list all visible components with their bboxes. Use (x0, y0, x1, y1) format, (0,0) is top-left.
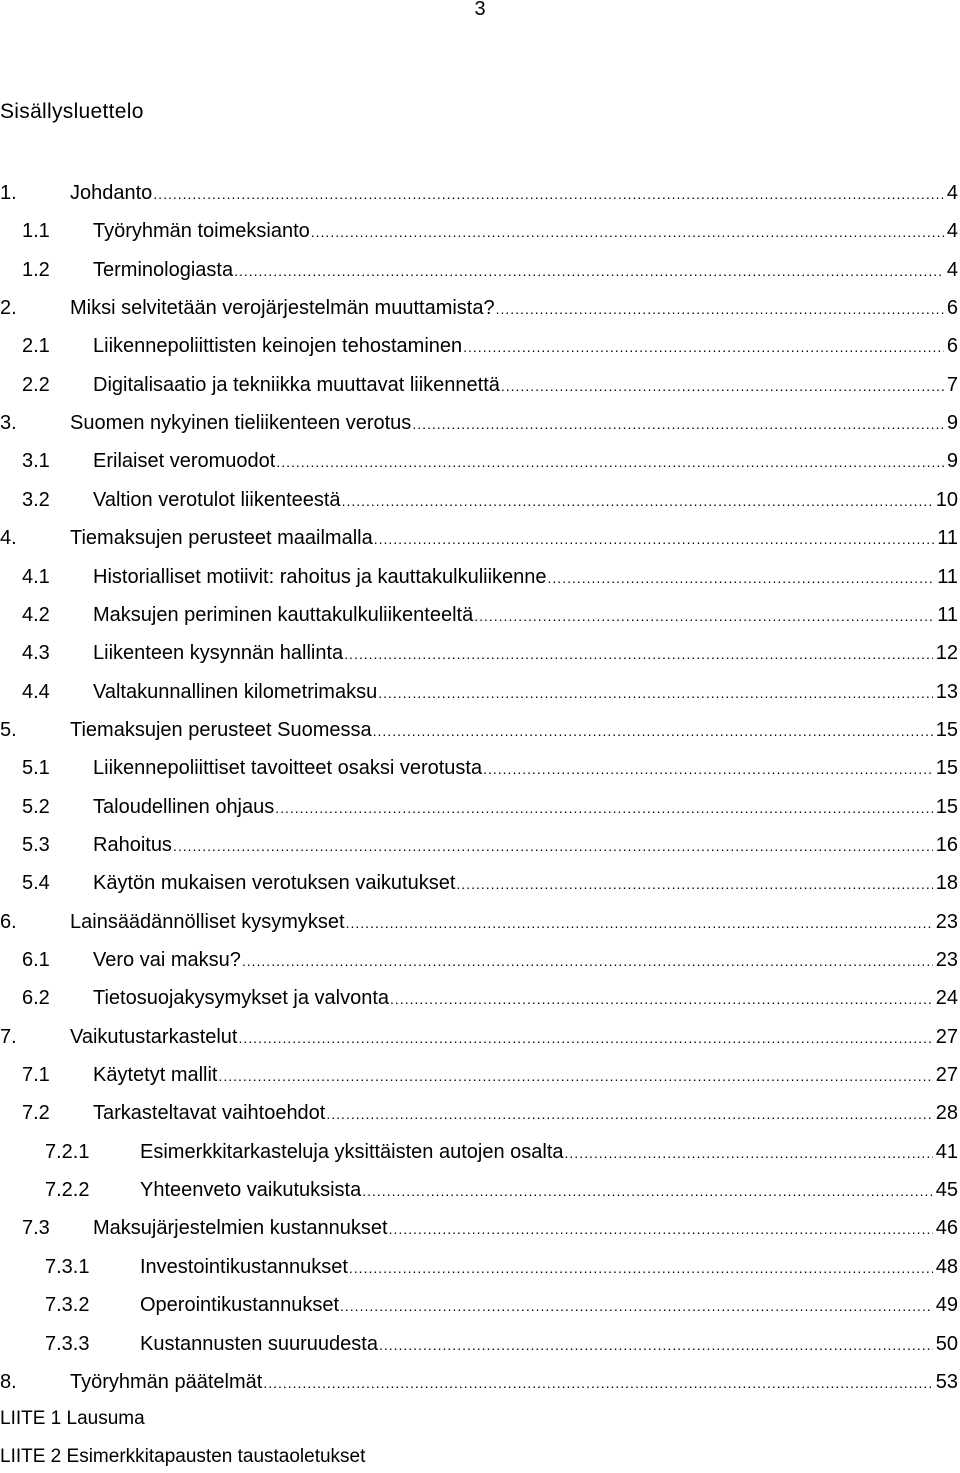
toc-entry[interactable] (0, 295, 960, 321)
toc-entry-number: 3. (0, 412, 17, 434)
toc-entry-number: 4. (0, 527, 17, 549)
toc-entry[interactable] (0, 257, 960, 283)
toc-entry-title: Miksi selvitetään verojärjestelmän muuttamista? (70, 297, 495, 319)
dot-leader (173, 833, 933, 859)
dot-leader (463, 334, 944, 360)
toc-entry-page: 41 (935, 1141, 958, 1163)
toc-entry-number: 5.2 (22, 796, 50, 818)
toc-entry[interactable] (0, 180, 960, 206)
toc-entry[interactable] (0, 717, 960, 743)
dot-leader (234, 258, 944, 284)
toc-entry-page: 6 (946, 335, 958, 357)
toc-entry-page: 28 (935, 1102, 958, 1124)
toc-entry[interactable] (0, 909, 960, 935)
toc-entry-title: Maksujen periminen kauttakulkuliikenteeltä (93, 604, 474, 626)
toc-entry-title: Liikennepoliittisten keinojen tehostaminen (93, 335, 463, 357)
toc-entry-number: 3.1 (22, 450, 50, 472)
dot-leader (275, 795, 933, 821)
toc-entry[interactable] (0, 1369, 960, 1395)
toc-entry-title: Taloudellinen ohjaus (93, 796, 275, 818)
toc-entry-title: Käytön mukaisen verotuksen vaikutukset (93, 872, 456, 894)
toc-entry-title: Vero vai maksu? (93, 949, 241, 971)
toc-entry-number: 2. (0, 297, 17, 319)
toc-entry-number: 4.4 (22, 681, 50, 703)
toc-entry[interactable] (0, 372, 960, 398)
toc-entry-title: Tiemaksujen perusteet maailmalla (70, 527, 373, 549)
dot-leader (342, 488, 933, 514)
toc-entry[interactable] (0, 525, 960, 551)
toc-entry-title: Lainsäädännölliset kysymykset (70, 911, 345, 933)
toc-entry-page: 9 (946, 412, 958, 434)
toc-entry[interactable] (0, 1254, 960, 1280)
toc-entry-number: 5.4 (22, 872, 50, 894)
toc-entry-number: 6.2 (22, 987, 50, 1009)
toc-entry[interactable] (0, 487, 960, 513)
toc-entry-title: Operointikustannukset (140, 1294, 340, 1316)
dot-leader (389, 1216, 933, 1242)
toc-entry-number: 7.3.1 (45, 1256, 90, 1278)
toc-entry-page: 23 (935, 911, 958, 933)
toc-entry-title: Valtion verotulot liikenteestä (93, 489, 341, 511)
toc-entry-page: 16 (935, 834, 958, 856)
dot-leader (362, 1178, 933, 1204)
toc-entry-number: 7. (0, 1026, 17, 1048)
toc-entry-number: 7.2.2 (45, 1179, 90, 1201)
toc-entry-number: 1.1 (22, 220, 50, 242)
dot-leader (496, 296, 944, 322)
toc-entry-number: 8. (0, 1371, 17, 1393)
dot-leader (349, 1255, 933, 1281)
dot-leader (311, 219, 944, 245)
dot-leader (456, 871, 932, 897)
toc-entry[interactable] (0, 1139, 960, 1165)
dot-leader (378, 680, 933, 706)
toc-entry-title: Digitalisaatio ja tekniikka muuttavat liikennettä (93, 374, 500, 396)
toc-entry-number: 4.1 (22, 566, 50, 588)
dot-leader (379, 1332, 933, 1358)
toc-entry-page: 4 (946, 259, 958, 281)
toc-entry-page: 46 (935, 1217, 958, 1239)
dot-leader (344, 641, 933, 667)
dot-leader (483, 756, 933, 782)
toc-entry-title: Erilaiset veromuodot (93, 450, 276, 472)
toc-entry[interactable] (0, 333, 960, 359)
toc-entry[interactable] (0, 947, 960, 973)
toc-entry-number: 2.1 (22, 335, 50, 357)
toc-entry-title: Tiemaksujen perusteet Suomessa (70, 719, 372, 741)
toc-entry[interactable] (0, 602, 960, 628)
toc-entry-page: 53 (935, 1371, 958, 1393)
toc-entry-title: Liikenteen kysynnän hallinta (93, 642, 344, 664)
dot-leader (412, 411, 944, 437)
toc-entry[interactable] (0, 985, 960, 1011)
toc-entry[interactable] (0, 794, 960, 820)
toc-entry-title: Vaikutustarkastelut (70, 1026, 238, 1048)
dot-leader (548, 565, 935, 591)
toc-entry-title: Suomen nykyinen tieliikenteen verotus (70, 412, 412, 434)
toc-entry-title: Investointikustannukset (140, 1256, 348, 1278)
toc-entry-number: 6. (0, 911, 17, 933)
toc-entry-page: 6 (946, 297, 958, 319)
toc-heading: Sisällysluettelo (0, 100, 144, 123)
toc-entry-page: 50 (935, 1333, 958, 1355)
dot-leader (239, 1025, 933, 1051)
toc-entry-number: 5.3 (22, 834, 50, 856)
page-number: 3 (474, 0, 486, 20)
toc-entry-number: 6.1 (22, 949, 50, 971)
toc-entry-title: Maksujärjestelmien kustannukset (93, 1217, 388, 1239)
dot-leader (276, 449, 944, 475)
dot-leader (565, 1140, 933, 1166)
toc-entry-page: 11 (937, 566, 958, 588)
toc-entry-page: 12 (935, 642, 958, 664)
toc-entry-page: 27 (935, 1026, 958, 1048)
toc-entry-number: 5. (0, 719, 17, 741)
toc-entry-page: 48 (935, 1256, 958, 1278)
toc-entry-page: 45 (935, 1179, 958, 1201)
toc-entry-page: 11 (937, 604, 958, 626)
toc-entry-title: Kustannusten suuruudesta (140, 1333, 378, 1355)
toc-entry-title: Valtakunnallinen kilometrimaksu (93, 681, 378, 703)
dot-leader (218, 1063, 932, 1089)
dot-leader (474, 603, 934, 629)
dot-leader (501, 373, 944, 399)
toc-entry-page: 49 (935, 1294, 958, 1316)
dot-leader (153, 181, 944, 207)
dot-leader (373, 718, 933, 744)
toc-entry-page: 9 (946, 450, 958, 472)
dot-leader (346, 910, 933, 936)
toc-entry-number: 1. (0, 182, 17, 204)
toc-entry-title: Tietosuojakysymykset ja valvonta (93, 987, 390, 1009)
toc-entry-title: Liikennepoliittiset tavoitteet osaksi verotusta (93, 757, 483, 779)
dot-leader (390, 986, 933, 1012)
toc-entry-title: Käytetyt mallit (93, 1064, 218, 1086)
dot-leader (263, 1370, 932, 1396)
toc-entry[interactable] (0, 1292, 960, 1318)
appendix-1[interactable]: LIITE 1 Lausuma (0, 1408, 145, 1429)
toc-entry[interactable] (0, 640, 960, 666)
toc-entry-number: 7.3 (22, 1217, 50, 1239)
toc-entry-page: 18 (935, 872, 958, 894)
toc-entry-page: 15 (935, 719, 958, 741)
toc-entry[interactable] (0, 448, 960, 474)
toc-entry[interactable] (0, 1331, 960, 1357)
toc-entry-page: 23 (935, 949, 958, 971)
toc-entry-title: Historialliset motiivit: rahoitus ja kauttakulkuliikenne (93, 566, 547, 588)
toc-entry-number: 7.2 (22, 1102, 50, 1124)
dot-leader (340, 1293, 933, 1319)
toc-entry[interactable] (0, 832, 960, 858)
toc-entry[interactable] (0, 1062, 960, 1088)
toc-entry[interactable] (0, 870, 960, 896)
toc-entry-title: Tarkasteltavat vaihtoehdot (93, 1102, 326, 1124)
toc-entry-title: Työryhmän toimeksianto (93, 220, 310, 242)
toc-entry-page: 4 (946, 182, 958, 204)
toc-entry-title: Yhteenveto vaikutuksista (140, 1179, 362, 1201)
toc-entry-page: 27 (935, 1064, 958, 1086)
toc-entry-page: 13 (935, 681, 958, 703)
toc-entry-number: 2.2 (22, 374, 50, 396)
toc-entry-number: 7.2.1 (45, 1141, 90, 1163)
toc-entry-number: 3.2 (22, 489, 50, 511)
dot-leader (374, 526, 935, 552)
toc-entry[interactable] (0, 1100, 960, 1126)
toc-entry-number: 4.3 (22, 642, 50, 664)
toc-entry-title: Työryhmän päätelmät (70, 1371, 263, 1393)
toc-entry[interactable] (0, 564, 960, 590)
toc-entry[interactable] (0, 1215, 960, 1241)
toc-entry-number: 7.1 (22, 1064, 50, 1086)
toc-entry-number: 4.2 (22, 604, 50, 626)
toc-entry[interactable] (0, 1024, 960, 1050)
toc-entry-title: Johdanto (70, 182, 153, 204)
toc-entry-page: 10 (935, 489, 958, 511)
toc-entry-title: Rahoitus (93, 834, 172, 856)
toc-entry-page: 15 (935, 796, 958, 818)
toc-entry-number: 7.3.2 (45, 1294, 90, 1316)
toc-entry[interactable] (0, 1177, 960, 1203)
toc-entry-page: 24 (935, 987, 958, 1009)
toc-entry-number: 1.2 (22, 259, 50, 281)
toc-entry[interactable] (0, 410, 960, 436)
appendix-2[interactable]: LIITE 2 Esimerkkitapausten taustaoletukset (0, 1446, 366, 1467)
toc-entry-number: 5.1 (22, 757, 50, 779)
toc-entry[interactable] (0, 218, 960, 244)
toc-entry-title: Esimerkkitarkasteluja yksittäisten autojen osalta (140, 1141, 564, 1163)
toc-entry[interactable] (0, 755, 960, 781)
toc-entry[interactable] (0, 679, 960, 705)
dot-leader (242, 948, 933, 974)
toc-entry-page: 7 (946, 374, 958, 396)
toc-entry-title: Terminologiasta (93, 259, 234, 281)
toc-entry-page: 11 (937, 527, 958, 549)
dot-leader (326, 1101, 932, 1127)
toc-entry-number: 7.3.3 (45, 1333, 90, 1355)
toc-entry-page: 15 (935, 757, 958, 779)
toc-entry-page: 4 (946, 220, 958, 242)
